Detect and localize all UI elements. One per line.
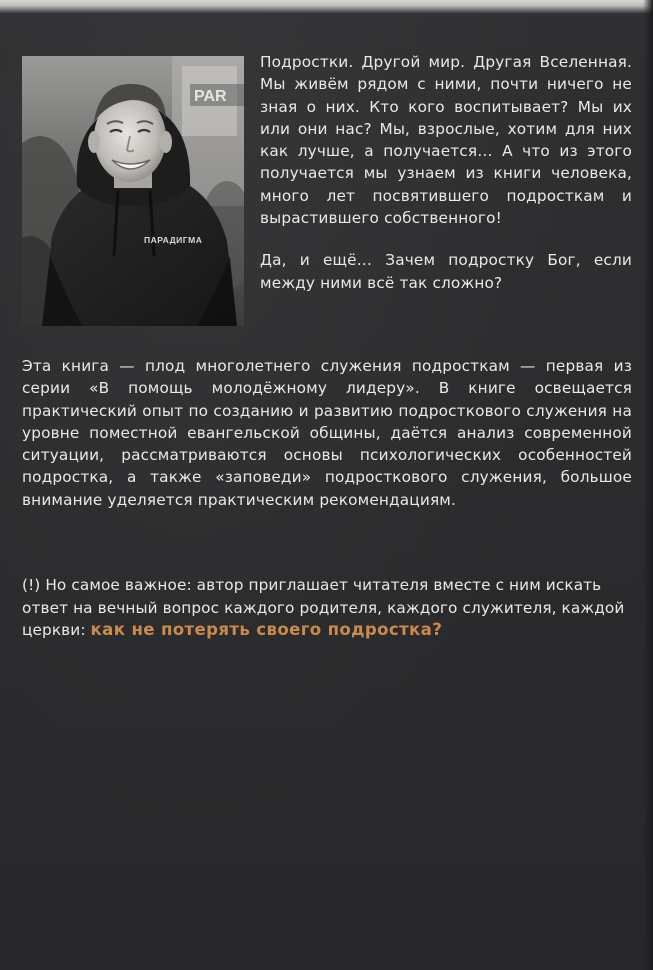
intro-paragraph-2: Да, и ещё… Зачем подростку Бог, если между ними всё так сложно? [260,251,632,292]
closing-highlight-question: как не потерять своего подростка? [90,620,443,640]
closing-paragraph [22,574,632,642]
page-top-edge [0,0,653,14]
background-sign [190,84,244,106]
description-text-block [22,355,632,511]
hoodie-print-text: ПАРАДИГМА [144,235,203,245]
intro-text-block [260,51,632,294]
closing-text-block [22,574,632,642]
page-right-edge [643,0,653,970]
background-sign-text: PAR [194,88,227,105]
author-photo-illustration [22,56,244,326]
description-paragraph: Эта книга — плод многолетнего служения подросткам — первая из серии «В помощь молодёжному лидеру». В книге освещается практический опыт по созданию и развитию подросткового служения на уровне поместной евангельской общины, даётся анализ современной ситуации, рассматриваются основы психологических особенностей подростка, а также «заповеди» подросткового служения, большое внимание уделяется практическим рекомендациям. [22,357,632,509]
author-photo [22,56,244,326]
closing-paragraph-lead: (!) Но самое важное: автор приглашает читателя вместе с ним искать ответ на вечный вопрос каждого родителя, каждого служителя, каждой церкви: [22,576,625,640]
intro-paragraph-1: Подростки. Другой мир. Другая Вселенная. Мы живём рядом с ними, почти ничего не зная о них. Кто кого воспитывает? Мы их или они нас? Мы, взрослые, хотим для них как лучше, а получается… А что из этого получается мы узнаем из книги человека, много лет посвятившего подросткам и вырастившего собственного! [260,53,632,228]
